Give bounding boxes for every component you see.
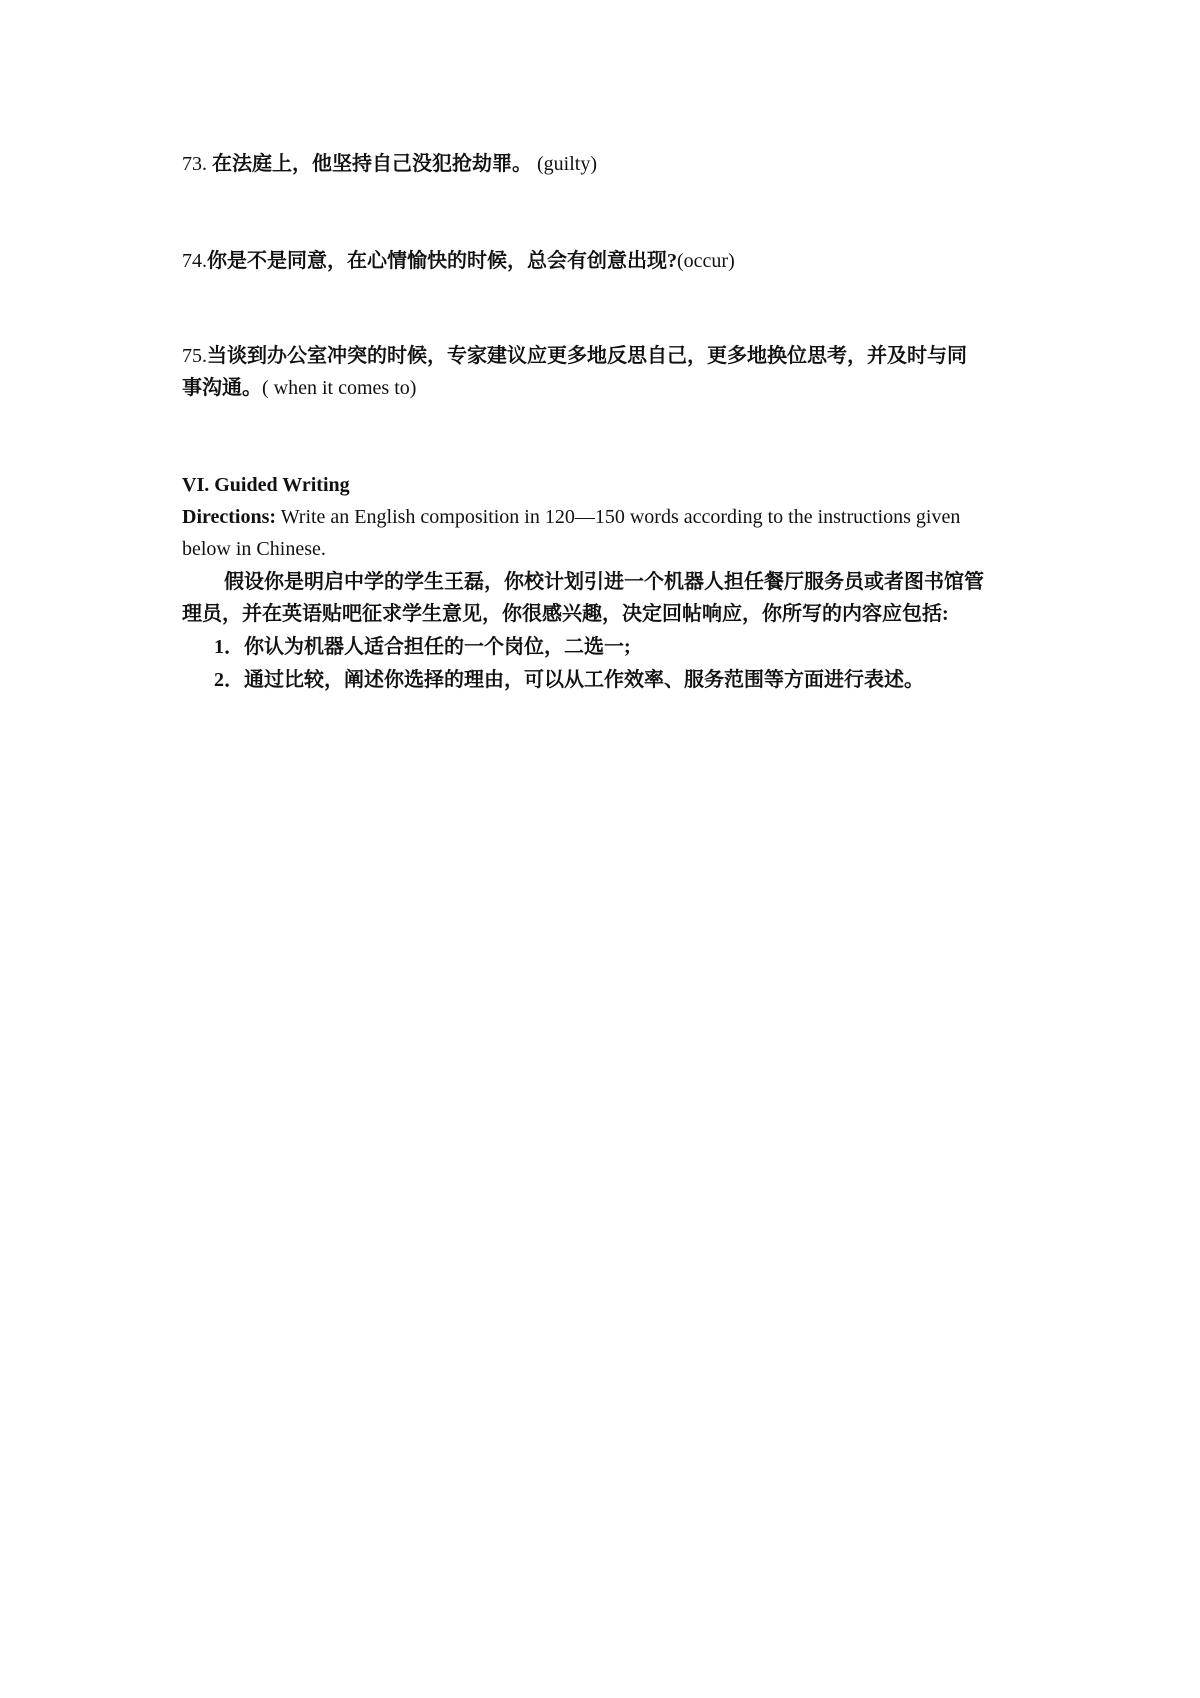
question-number: 75. xyxy=(182,345,207,367)
question-hint: (guilty) xyxy=(537,153,597,175)
directions-label: Directions: xyxy=(182,506,277,528)
writing-prompt-line-2: 理员，并在英语贴吧征求学生意见，你很感兴趣，决定回帖响应，你所写的内容应包括: xyxy=(182,603,949,625)
directions-line-1 xyxy=(182,501,1022,533)
question-75-line-1 xyxy=(182,340,1022,372)
question-74 xyxy=(182,245,1022,277)
question-number: 74. xyxy=(182,250,207,272)
writing-requirement-1: 1．你认为机器人适合担任的一个岗位，二选一; xyxy=(214,636,631,658)
question-75-line-2 xyxy=(182,372,1022,404)
question-prompt-continued: 事沟通。 xyxy=(182,377,262,399)
question-hint: ( when it comes to) xyxy=(262,377,417,399)
question-prompt: 在法庭上，他坚持自己没犯抢劫罪。 xyxy=(212,153,532,175)
question-73 xyxy=(182,148,1022,180)
section-title: VI. Guided Writing xyxy=(182,474,350,496)
question-number: 73. xyxy=(182,153,207,175)
directions-line-2: below in Chinese. xyxy=(182,538,326,560)
question-hint: (occur) xyxy=(677,250,735,272)
writing-prompt-line-1: 假设你是明启中学的学生王磊，你校计划引进一个机器人担任餐厅服务员或者图书馆管 xyxy=(224,571,984,593)
question-prompt: 当谈到办公室冲突的时候，专家建议应更多地反思自己，更多地换位思考，并及时与同 xyxy=(207,345,967,367)
directions-text: Write an English composition in 120—150 words according to the instructions given xyxy=(276,506,961,528)
writing-requirement-2: 2．通过比较，阐述你选择的理由，可以从工作效率、服务范围等方面进行表述。 xyxy=(214,669,924,691)
question-prompt: 你是不是同意，在心情愉快的时候，总会有创意出现? xyxy=(207,250,677,272)
